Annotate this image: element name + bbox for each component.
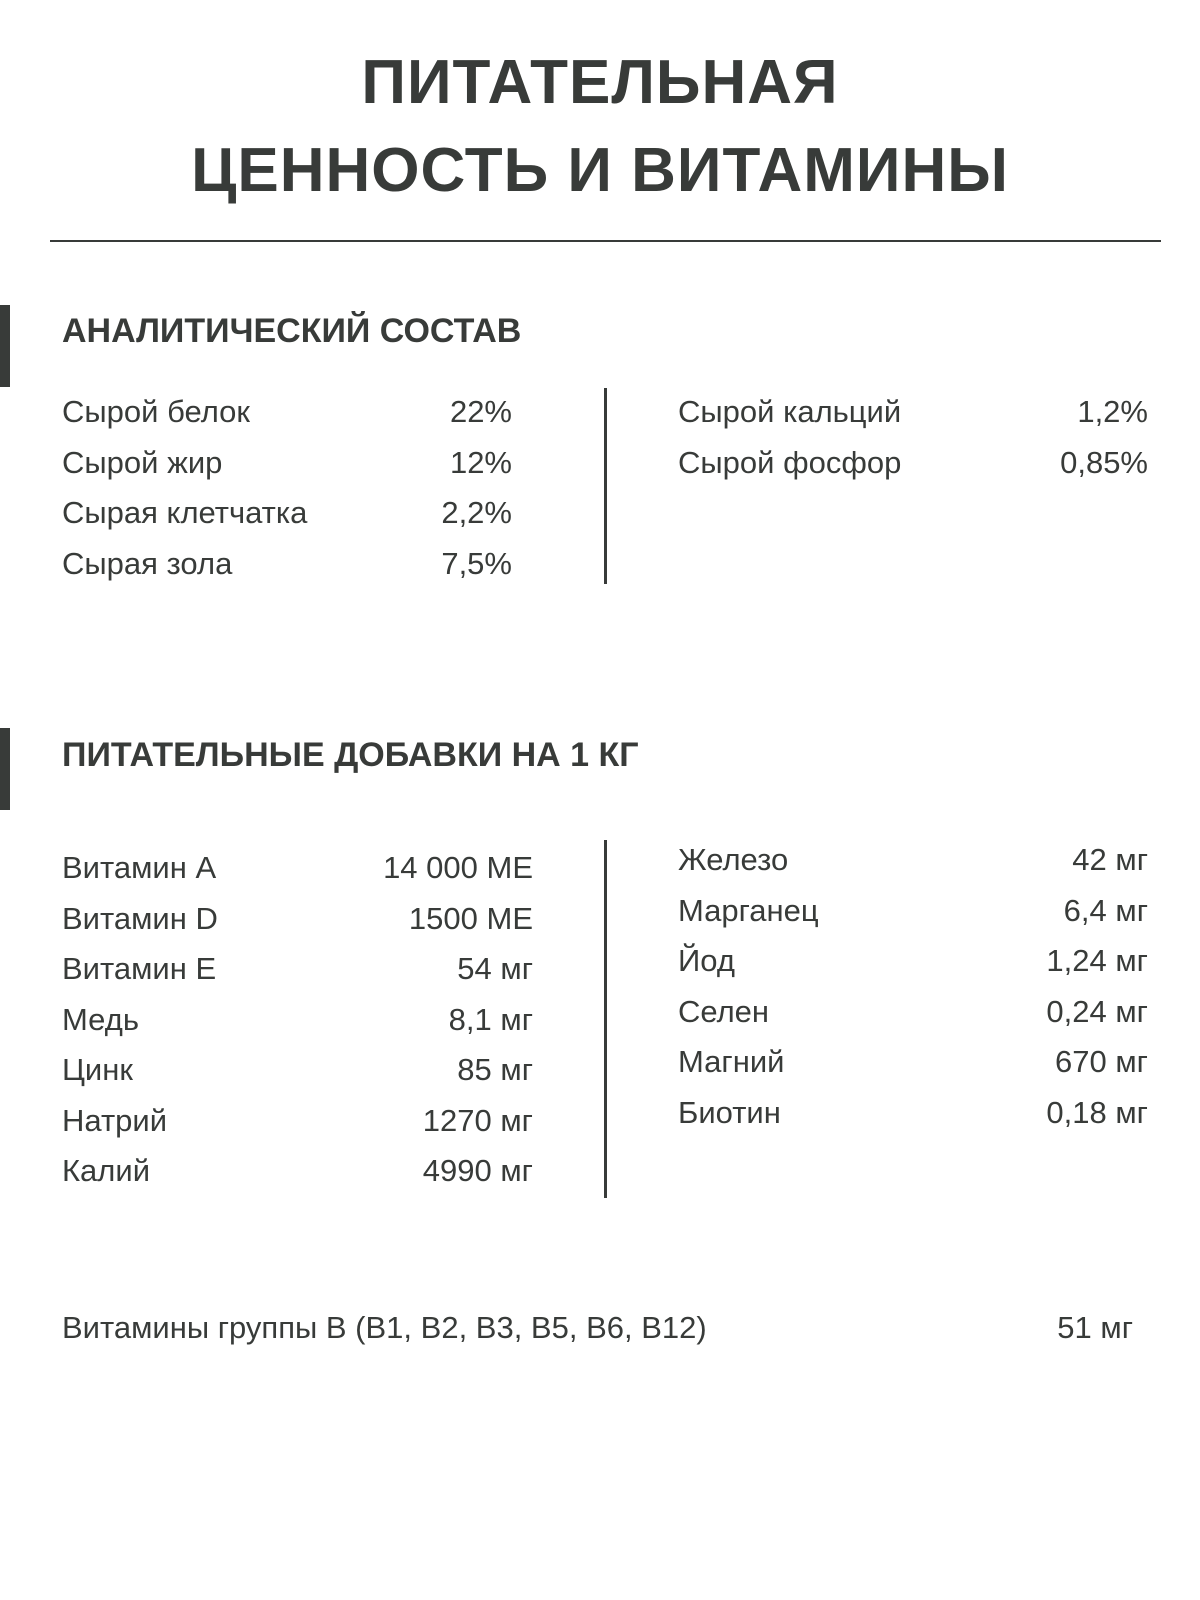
- nutrient-label: Сырой фосфор: [678, 444, 902, 480]
- nutrient-label: Магний: [678, 1044, 785, 1079]
- nutrient-value: 22%: [449, 394, 512, 429]
- nutrient-row: [62, 396, 512, 430]
- page-title-line2: ЦЕННОСТЬ И ВИТАМИНЫ: [191, 136, 1009, 205]
- nutrient-row: [678, 1046, 1148, 1080]
- nutrient-value: 14 000 МЕ: [383, 850, 533, 885]
- nutrient-value: 1270 мг: [422, 1102, 533, 1138]
- nutrient-row: [62, 1102, 533, 1139]
- nutrient-value: 4990 мг: [422, 1153, 533, 1188]
- nutrient-value: 0,24 мг: [1046, 993, 1148, 1029]
- nutrient-value: 0,85%: [1060, 444, 1148, 480]
- nutrient-value: 12%: [449, 444, 512, 480]
- section-heading-analytical: АНАЛИТИЧЕСКИЙ СОСТАВ: [62, 312, 522, 350]
- nutrient-value: 8,1 мг: [448, 1001, 533, 1037]
- nutrient-label: Биотин: [678, 1094, 781, 1130]
- nutrient-label: Сырой кальций: [678, 394, 902, 429]
- nutrient-value: 1,24 мг: [1046, 943, 1148, 978]
- page-title-line1: ПИТАТЕЛЬНАЯ: [361, 48, 839, 117]
- nutrient-row: [62, 852, 533, 886]
- nutrient-row: [62, 953, 533, 987]
- nutrient-value: 1,2%: [1077, 394, 1148, 429]
- nutrient-row: [62, 1054, 533, 1088]
- column-divider: [604, 840, 607, 1198]
- nutrient-value: 85 мг: [457, 1052, 533, 1087]
- nutrient-row: [62, 900, 533, 937]
- nutrient-row: [62, 1155, 533, 1189]
- nutrient-row: [678, 1094, 1148, 1131]
- nutrient-label: Витамин Е: [62, 951, 217, 986]
- nutrient-label: Витамин А: [62, 850, 217, 885]
- nutrient-row: [678, 396, 1148, 430]
- nutrient-label: Марганец: [678, 892, 819, 928]
- nutrient-label: Витамины группы B (B1, B2, B3, B5, B6, B12): [62, 1310, 707, 1345]
- nutrient-value: 42 мг: [1072, 842, 1148, 877]
- nutrient-row: [678, 844, 1148, 878]
- nutrient-value: 7,5%: [441, 545, 512, 581]
- nutrient-row: [678, 993, 1148, 1030]
- nutrient-row: [678, 945, 1148, 979]
- nutrient-label: Натрий: [62, 1102, 168, 1138]
- nutrient-value: 6,4 мг: [1063, 892, 1148, 928]
- nutrient-row: [62, 1001, 533, 1038]
- section-marker: [0, 728, 10, 810]
- nutrient-value: 1500 МЕ: [408, 900, 533, 936]
- title-divider: [50, 240, 1161, 242]
- nutrient-row: [62, 497, 512, 531]
- nutrient-label: Сырой жир: [62, 444, 223, 480]
- nutrient-label: Сырая зола: [62, 545, 233, 581]
- nutrient-label: Сырой белок: [62, 394, 250, 429]
- section-heading-additives: ПИТАТЕЛЬНЫЕ ДОБАВКИ НА 1 КГ: [62, 736, 639, 774]
- nutrient-label: Цинк: [62, 1052, 133, 1087]
- nutrient-value: 51 мг: [1057, 1310, 1133, 1345]
- nutrient-label: Йод: [678, 943, 735, 978]
- nutrient-row: [678, 892, 1148, 929]
- nutrient-row: [678, 444, 1148, 481]
- nutrient-value: 670 мг: [1055, 1044, 1148, 1079]
- nutrient-label: Медь: [62, 1001, 139, 1037]
- nutrient-row: [62, 545, 512, 582]
- nutrient-label: Калий: [62, 1153, 151, 1188]
- nutrient-value: 0,18 мг: [1046, 1094, 1148, 1130]
- section-marker: [0, 305, 10, 387]
- nutrient-label: Витамин D: [62, 900, 218, 936]
- nutrient-value: 54 мг: [457, 951, 533, 986]
- column-divider: [604, 388, 607, 584]
- nutrient-row: [62, 444, 512, 481]
- nutrient-label: Селен: [678, 993, 770, 1029]
- nutrient-label: Железо: [678, 842, 789, 877]
- nutrient-label: Сырая клетчатка: [62, 495, 308, 530]
- nutrient-value: 2,2%: [441, 495, 512, 530]
- b-vitamins-row: [62, 1312, 1133, 1346]
